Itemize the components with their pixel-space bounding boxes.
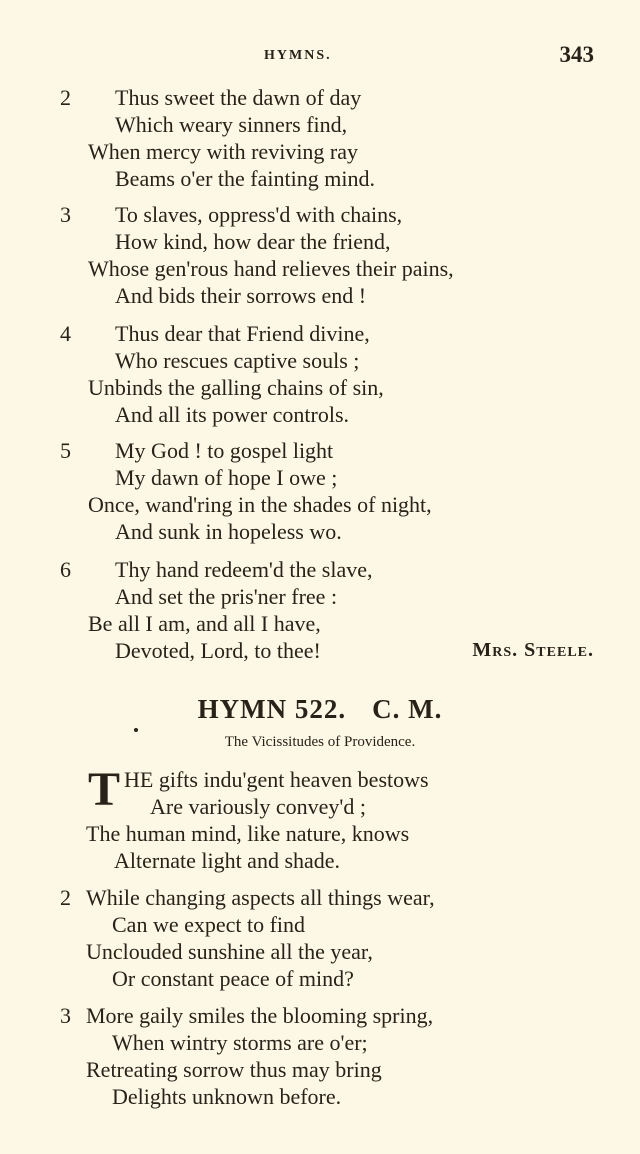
stanza-number: 6	[60, 557, 71, 582]
verse-line: To slaves, oppress'd with chains,	[115, 202, 403, 227]
hymn-meter: C. M.	[372, 694, 443, 724]
verse-line: Delights unknown before.	[112, 1084, 342, 1109]
verse-line: Unbinds the galling chains of sin,	[88, 375, 384, 400]
verse-line: Can we expect to find	[112, 912, 306, 937]
stanza-number: 4	[60, 321, 71, 346]
verse-line: Who rescues captive souls ;	[115, 348, 360, 373]
verse-line: How kind, how dear the friend,	[115, 229, 391, 254]
verse-line: The human mind, like nature, knows	[86, 821, 410, 846]
running-title: HYMNS.	[264, 48, 332, 63]
verse-line: When mercy with reviving ray	[88, 139, 359, 164]
verse-line: My God ! to gospel light	[115, 438, 334, 463]
verse-line: More gaily smiles the blooming spring,	[86, 1003, 434, 1028]
stanza-number: 3	[60, 1003, 71, 1028]
verse-line: While changing aspects all things wear,	[86, 885, 435, 910]
verse-line: Are variously convey'd ;	[150, 794, 366, 819]
verse-line: Beams o'er the fainting mind.	[115, 166, 375, 191]
verse-line: Alternate light and shade.	[114, 848, 341, 873]
verse-line: My dawn of hope I owe ;	[115, 465, 338, 490]
verse-line: Which weary sinners find,	[115, 112, 348, 137]
verse-line: Once, wand'ring in the shades of night,	[88, 492, 432, 517]
verse-line: Thus sweet the dawn of day	[115, 85, 362, 110]
author-attribution: Mrs. Steele.	[472, 639, 594, 661]
verse-line: Thy hand redeem'd the slave,	[115, 557, 373, 582]
verse-line: HE gifts indu'gent heaven bestows	[124, 767, 429, 792]
stanza-number: 2	[60, 885, 71, 910]
verse-line: And bids their sorrows end !	[115, 283, 367, 308]
page-number: 343	[559, 42, 594, 67]
verse-line: Retreating sorrow thus may bring	[86, 1057, 382, 1082]
stanza-number: 5	[60, 438, 71, 463]
running-head	[0, 44, 640, 68]
hymn-number: HYMN 522.	[197, 694, 347, 724]
verse-line: When wintry storms are o'er;	[112, 1030, 368, 1055]
verse-line: And sunk in hopeless wo.	[115, 519, 342, 544]
hymn-heading	[0, 694, 640, 725]
verse-line: And all its power controls.	[115, 402, 350, 427]
verse-line: And set the pris'ner free :	[115, 584, 338, 609]
verse-line: Devoted, Lord, to thee!	[115, 638, 321, 663]
stanza-number: 3	[60, 202, 71, 227]
verse-line: Thus dear that Friend divine,	[115, 321, 370, 346]
verse-line: Be all I am, and all I have,	[88, 611, 321, 636]
drop-cap: T	[88, 763, 121, 816]
verse-line: Unclouded sunshine all the year,	[86, 939, 373, 964]
ink-dot	[134, 728, 138, 732]
verse-line: Whose gen'rous hand relieves their pains,	[88, 256, 454, 281]
hymn-subtitle: The Vicissitudes of Providence.	[224, 734, 416, 750]
verse-line: Or constant peace of mind?	[112, 966, 354, 991]
stanza-number: 2	[60, 85, 71, 110]
